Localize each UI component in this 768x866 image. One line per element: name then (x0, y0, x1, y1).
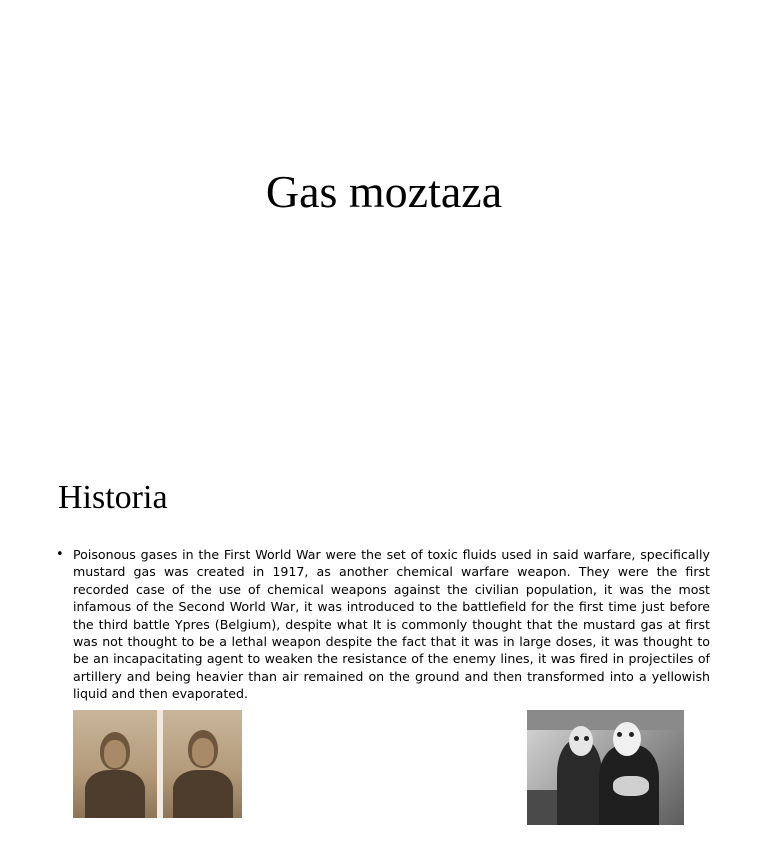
bullet-item (56, 546, 710, 703)
portrait-left (73, 710, 157, 818)
slide-title: Gas moztaza (265, 166, 503, 217)
portrait-right (163, 710, 242, 818)
gas-mask-shape (613, 722, 641, 756)
bullet-text: Poisonous gases in the First World War were the set of toxic fluids used in said warfare, specifically mustard gas was created in 1917, as another chemical warfare weapon. They were the first recorded case of the use of chemical weapons against the civilian population, it was the most infamous of the Second World War, it was introduced to the battlefield for the first time just before the third battle Ypres (Belgium), despite what It is commonly thought that the mustard gas at first was not thought to be a lethal weapon despite the fact that it was in large doses, it was thought to be an incapacitating agent to weaken the resistance of the enemy lines, it was fired in projectiles of artillery and being heavier than air remained on the ground and then transformed into a yellowish liquid and then evaporated. (73, 547, 710, 702)
bullet-list (56, 546, 710, 703)
gas-mask-shape (569, 726, 593, 756)
section-heading: Historia (58, 479, 168, 516)
soldier-portraits-image (73, 710, 242, 818)
gas-mask-soldiers-image (527, 710, 684, 825)
bullet-dot-icon: • (56, 547, 64, 562)
